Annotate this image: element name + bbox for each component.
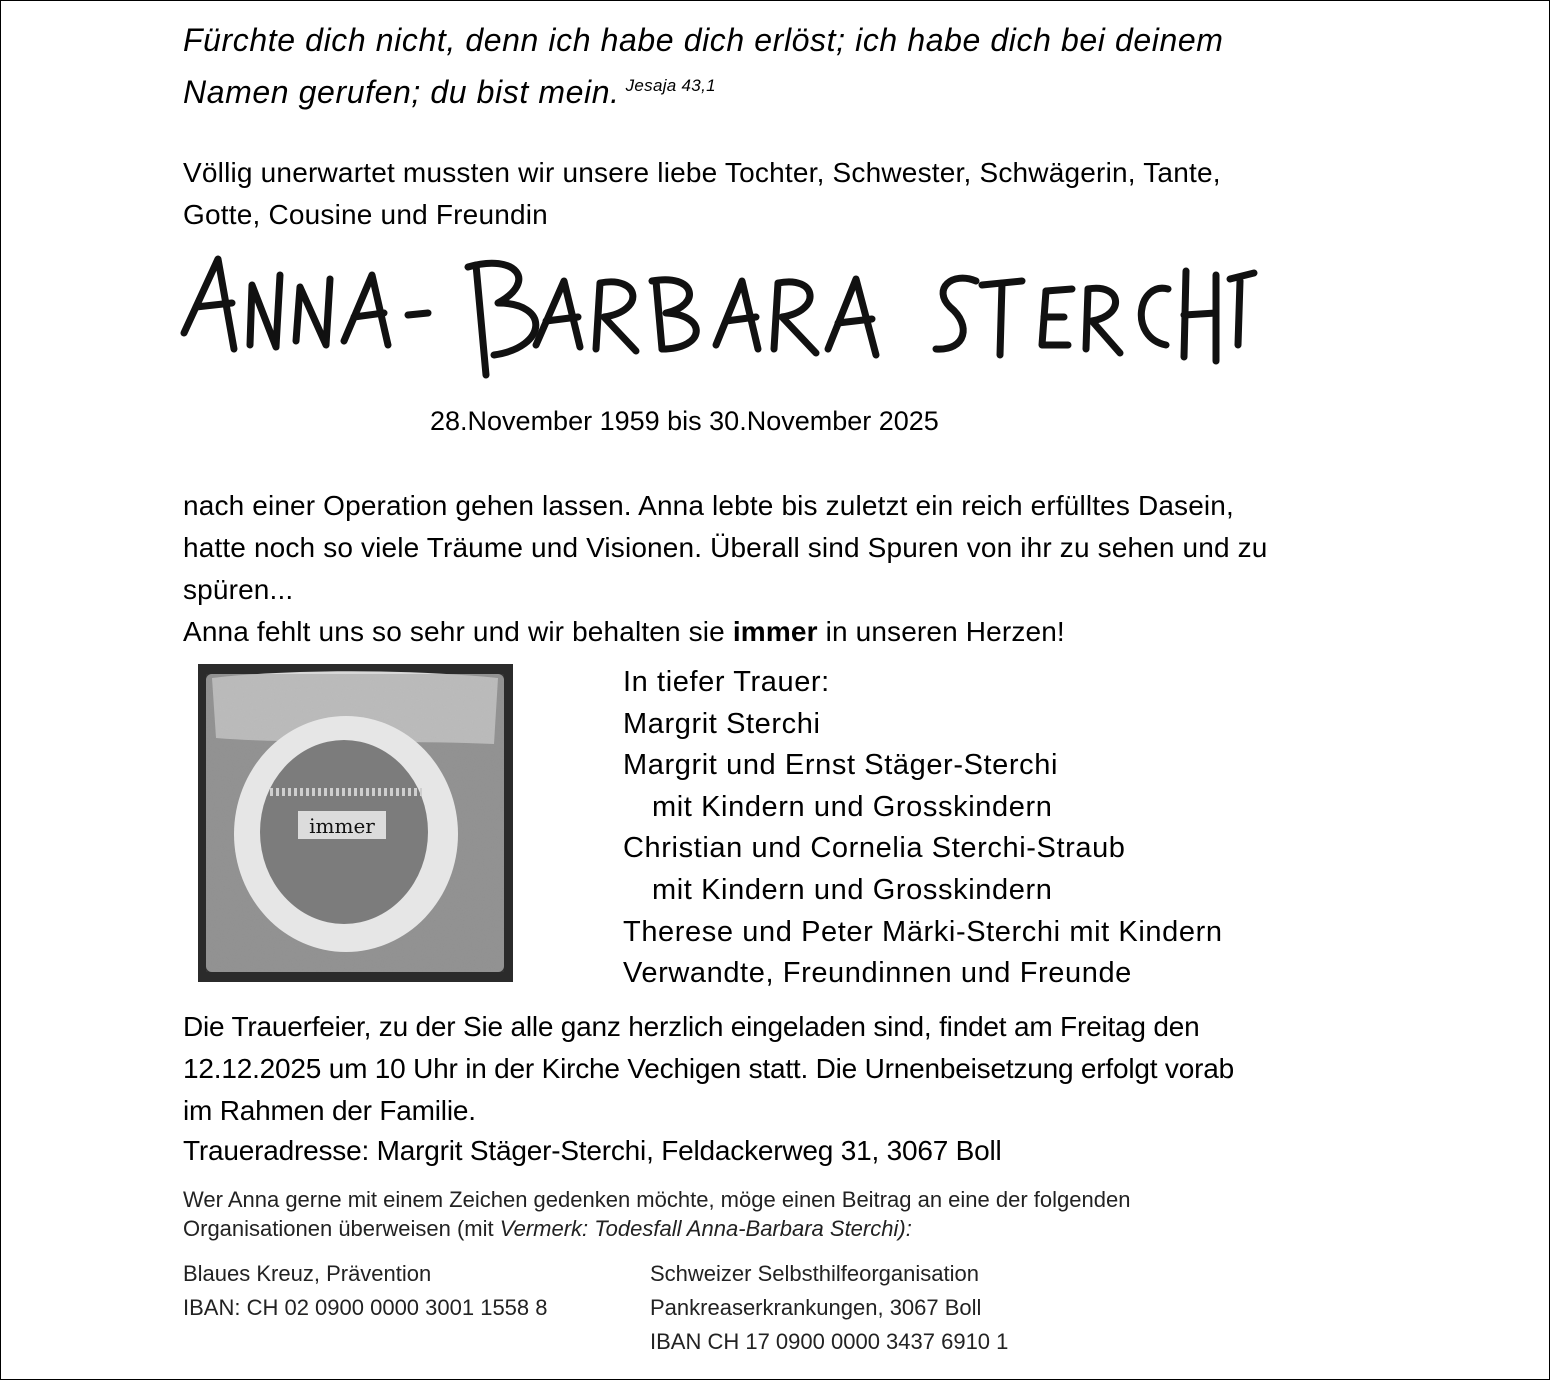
service-line-1: Die Trauerfeier, zu der Sie alle ganz herzlich eingeladen sind, findet am Freitag den	[183, 1011, 1200, 1042]
organization-1-iban: IBAN: CH 02 0900 0000 3001 1558 8	[183, 1295, 548, 1320]
handwritten-name-signature	[176, 245, 1266, 385]
organization-1-name: Blaues Kreuz, Prävention	[183, 1261, 432, 1286]
donation-line-2	[183, 1214, 1130, 1243]
life-dates: 28.November 1959 bis 30.November 2025	[430, 406, 939, 436]
donation-info	[183, 1185, 1130, 1243]
body-line-4-start: Anna fehlt uns so sehr und wir behalten sie	[183, 616, 725, 647]
organization-2	[650, 1257, 1008, 1359]
mourner-line: Margrit und Ernst Stäger-Sterchi	[623, 749, 1059, 782]
intro-line-1: Völlig unerwartet mussten wir unsere liebe Tochter, Schwester, Schwägerin, Tante,	[183, 157, 1221, 188]
mourner-line: mit Kindern und Grosskindern	[652, 873, 1053, 906]
body-text	[183, 485, 1268, 653]
body-line-3: spüren...	[183, 574, 294, 605]
body-line-1: nach einer Operation gehen lassen. Anna lebte bis zuletzt ein reich erfülltes Dasein,	[183, 490, 1234, 521]
organization-1	[183, 1257, 548, 1325]
organization-2-name: Schweizer Selbsthilfeorganisation	[650, 1261, 979, 1286]
intro-text	[183, 152, 1221, 236]
mourners-heading: In tiefer Trauer:	[623, 666, 830, 698]
bible-verse	[183, 18, 1224, 115]
mourner-line: Margrit Sterchi	[623, 707, 821, 740]
mourner-line: Christian und Cornelia Sterchi-Straub	[623, 832, 1126, 865]
mourner-line: mit Kindern und Grosskindern	[652, 790, 1053, 823]
mourning-address: Traueradresse: Margrit Stäger-Sterchi, Feldackerweg 31, 3067 Boll	[183, 1135, 1002, 1166]
mourner-line: Therese und Peter Märki-Sterchi mit Kindern	[623, 915, 1223, 948]
donation-line-1: Wer Anna gerne mit einem Zeichen gedenken möchte, möge einen Beitrag an eine der folgenden	[183, 1187, 1131, 1212]
body-line-2: hatte noch so viele Träume und Visionen. Überall sind Spuren von ihr zu sehen und zu	[183, 532, 1268, 563]
intro-line-2: Gotte, Cousine und Freundin	[183, 199, 548, 230]
body-emphasis: immer	[732, 616, 818, 647]
verse-line-1: Fürchte dich nicht, denn ich habe dich erlöst; ich habe dich bei deinem	[183, 22, 1224, 58]
memorial-artwork-image	[198, 664, 513, 982]
artwork-label: immer	[309, 814, 375, 838]
verse-line-2	[183, 63, 1224, 115]
donation-line-2-start: Organisationen überweisen (mit	[183, 1216, 494, 1241]
organization-2-iban: IBAN CH 17 0900 0000 3437 6910 1	[650, 1329, 1009, 1354]
service-line-2: 12.12.2025 um 10 Uhr in der Kirche Vechigen statt. Die Urnenbeisetzung erfolgt vorab	[183, 1053, 1234, 1084]
service-line-3: im Rahmen der Familie.	[183, 1095, 476, 1126]
funeral-service-info	[183, 1006, 1234, 1132]
mourner-line: Verwandte, Freundinnen und Freunde	[623, 957, 1132, 990]
body-line-4-end: in unseren Herzen!	[825, 616, 1065, 647]
organization-2-location: Pankreaserkrankungen, 3067 Boll	[650, 1295, 982, 1320]
body-line-4	[183, 611, 1268, 653]
mourners-list	[623, 662, 1223, 995]
verse-reference: Jesaja 43,1	[625, 76, 716, 95]
verse-line-2-text: Namen gerufen; du bist mein.	[183, 74, 620, 110]
donation-note: Vermerk: Todesfall Anna-Barbara Sterchi):	[499, 1216, 912, 1241]
